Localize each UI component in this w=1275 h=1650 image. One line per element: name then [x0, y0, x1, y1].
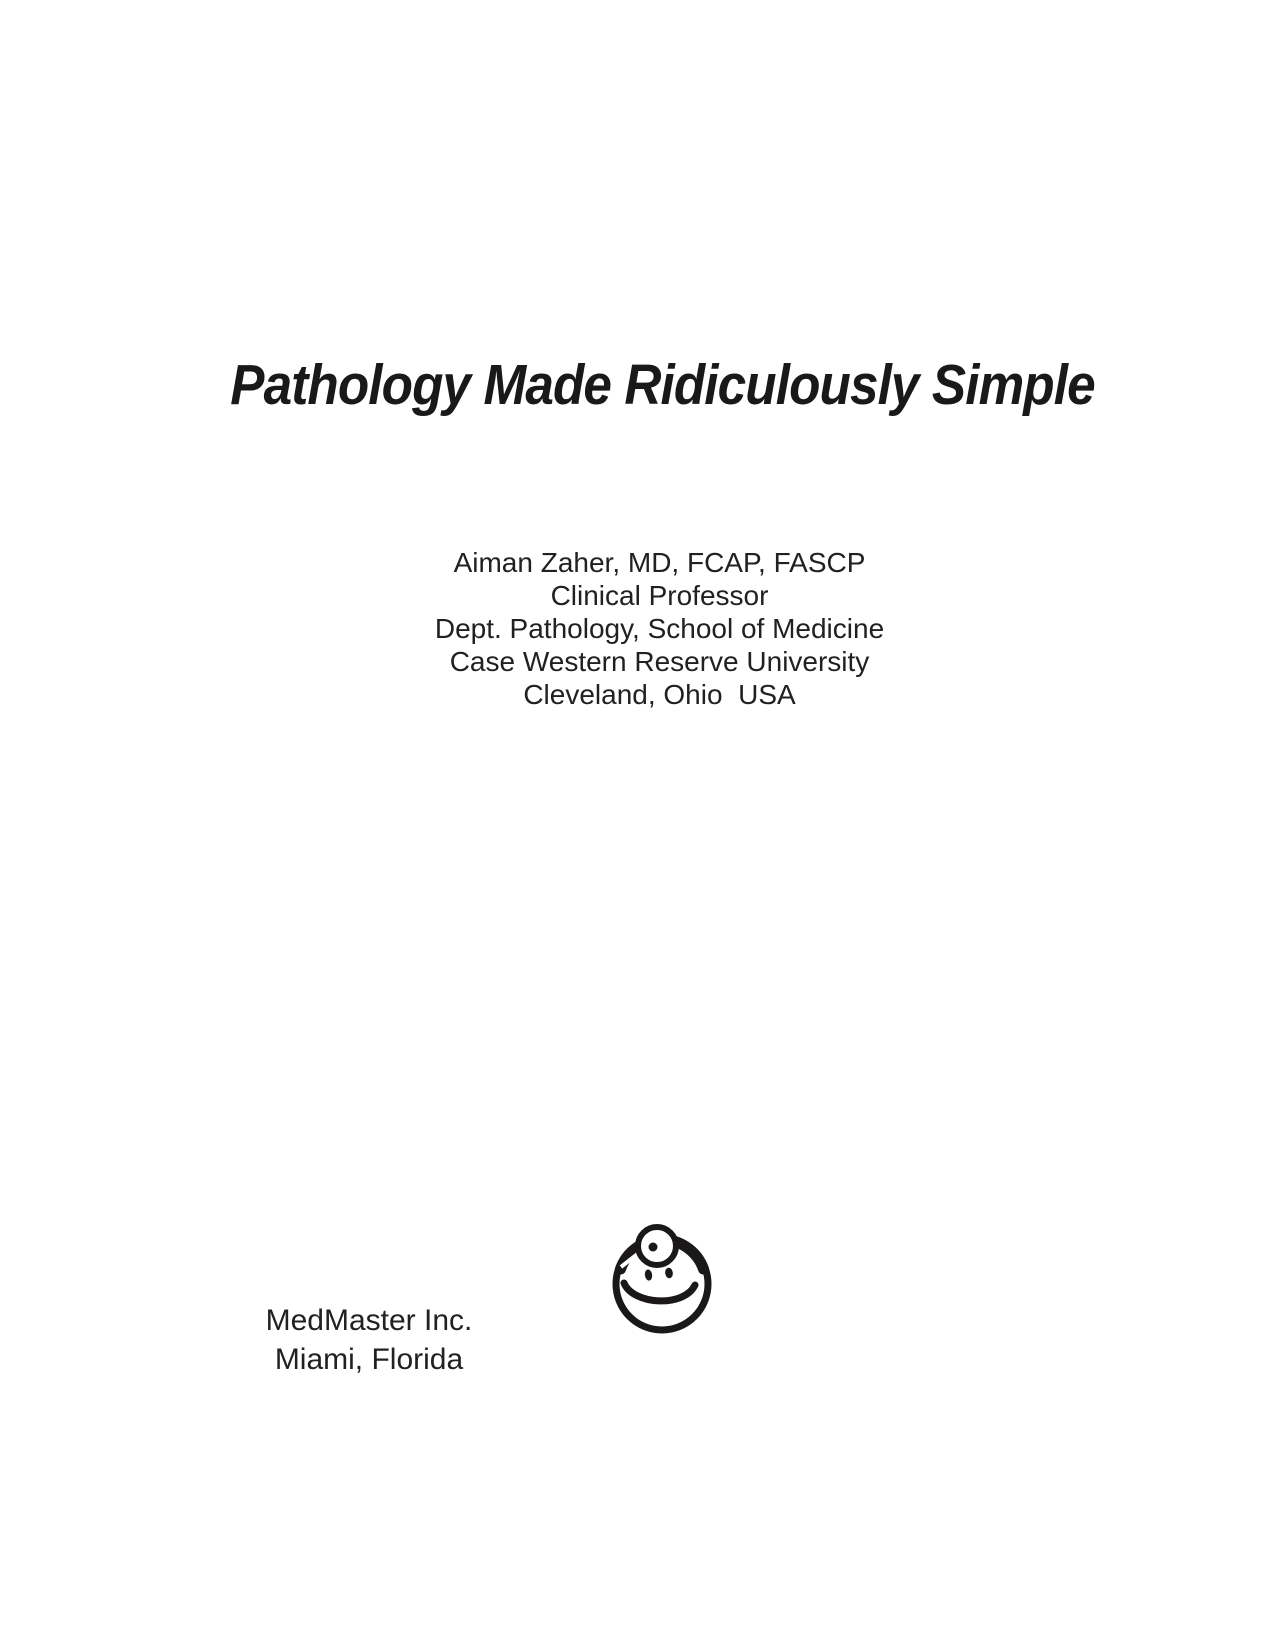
publisher-name: MedMaster Inc. — [265, 1304, 473, 1337]
author-university: Case Western Reserve University — [449, 646, 870, 677]
book-title: Pathology Made Ridiculously Simple — [230, 353, 1095, 417]
publisher-location: Miami, Florida — [274, 1343, 464, 1376]
publisher-logo — [600, 1205, 730, 1335]
author-department: Dept. Pathology, School of Medicine — [434, 613, 885, 644]
author-role: Clinical Professor — [550, 580, 769, 611]
author-location: Cleveland, Ohio USA — [523, 679, 796, 710]
publisher-block — [249, 1301, 489, 1379]
author-block — [22, 546, 1275, 711]
smiley-doctor-head-mirror-icon — [600, 1205, 730, 1335]
author-name: Aiman Zaher, MD, FCAP, FASCP — [453, 547, 866, 578]
